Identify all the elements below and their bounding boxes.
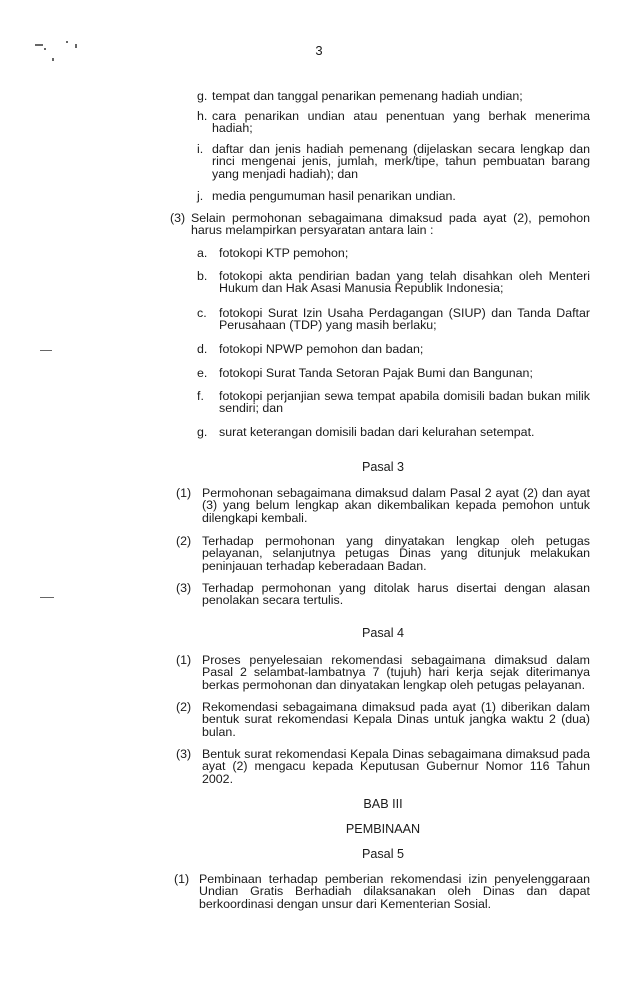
scan-speck [40,350,52,351]
ayat-label: (1) [176,486,192,500]
ayat-text: Bentuk surat rekomendasi Kepala Dinas sebagaimana dimaksud pada ayat (2) mengacu kepada Keputusan Gubernur Nomor 116 Tahun 2002. [202,747,590,786]
list-label: e. [197,366,208,380]
ayat-label: (3) [176,747,192,761]
pasal-5-heading: Pasal 5 [361,847,404,861]
ayat-text: Pembinaan terhadap pemberian rekomendasi izin penyelenggaraan Undian Gratis Berhadiah dilaksanakan oleh Dinas dan dapat berkoordinasi dengan unsur dari Kementerian Sosial. [199,872,590,911]
ayat-label: (3) [170,211,186,225]
list-label: b. [197,269,208,283]
ayat-text: Proses penyelesaian rekomendasi sebagaimana dimaksud dalam Pasal 2 selambat-lambatnya 7 (tujuh) hari kerja sejak diterimanya berkas permohonan dan dinyatakan lengkap oleh petugas pelayanan. [202,653,590,692]
ayat-label: (1) [174,872,190,886]
scan-speck [40,597,54,598]
list-text: fotokopi Surat Izin Usaha Perdagangan (SIUP) dan Tanda Daftar Perusahaan (TDP) yang masih berlaku; [219,306,590,333]
list-label: a. [197,246,208,260]
list-label: f. [197,389,204,403]
bab-title: PEMBINAAN [345,822,421,836]
list-label: h. [197,109,208,123]
list-text: fotokopi Surat Tanda Setoran Pajak Bumi dan Bangunan; [219,366,533,380]
list-text: daftar dan jenis hadiah pemenang (dijelaskan secara lengkap dan rinci mengenai jenis, jumlah, merk/tipe, tahun pembuatan barang yang menjadi hadiah); dan [212,142,590,181]
list-label: d. [197,342,208,356]
list-text: fotokopi akta pendirian badan yang telah disahkan oleh Menteri Hukum dan Hak Asasi Manusia Republik Indonesia; [219,269,590,296]
ayat-text: Rekomendasi sebagaimana dimaksud pada ayat (1) diberikan dalam bentuk surat rekomendasi Kepala Dinas untuk jangka waktu 2 (dua) bulan. [202,700,590,739]
ayat-label: (1) [176,653,192,667]
list-text: tempat dan tanggal penarikan pemenang hadiah undian; [212,89,523,103]
ayat-text: Terhadap permohonan yang dinyatakan lengkap oleh petugas pelayanan, selanjutnya petugas Dinas yang ditunjuk melakukan peninjauan terhadap keberadaan Badan. [202,534,590,573]
ayat-text: Selain permohonan sebagaimana dimaksud pada ayat (2), pemohon harus melampirkan persyaratan antara lain : [191,211,590,238]
pasal-4-heading: Pasal 4 [361,626,404,640]
ayat-label: (2) [176,700,192,714]
ayat-text: Terhadap permohonan yang ditolak harus disertai dengan alasan penolakan secara tertulis. [202,581,590,608]
ayat-text: Permohonan sebagaimana dimaksud dalam Pasal 2 ayat (2) dan ayat (3) yang belum lengkap akan dikembalikan kepada pemohon untuk dilengkapi kembali. [202,486,590,525]
list-text: surat keterangan domisili badan dari kelurahan setempat. [219,425,535,439]
list-text: fotokopi NPWP pemohon dan badan; [219,342,424,356]
page-number: 3 [315,43,323,58]
scan-speck [52,58,54,61]
pasal-3-heading: Pasal 3 [361,460,404,474]
list-label: i. [197,142,204,156]
ayat-label: (2) [176,534,192,548]
list-label: j. [197,189,204,203]
scan-speck [66,41,68,43]
list-label: g. [197,89,208,103]
list-text: cara penarikan undian atau penentuan yang berhak menerima hadiah; [212,109,590,136]
list-label: c. [197,306,207,320]
ayat-label: (3) [176,581,192,595]
bab-number: BAB III [363,797,403,811]
list-text: fotokopi KTP pemohon; [219,246,349,260]
list-text: fotokopi perjanjian sewa tempat apabila domisili badan bukan milik sendiri; dan [219,389,590,416]
list-text: media pengumuman hasil penarikan undian. [212,189,456,203]
list-label: g. [197,425,208,439]
